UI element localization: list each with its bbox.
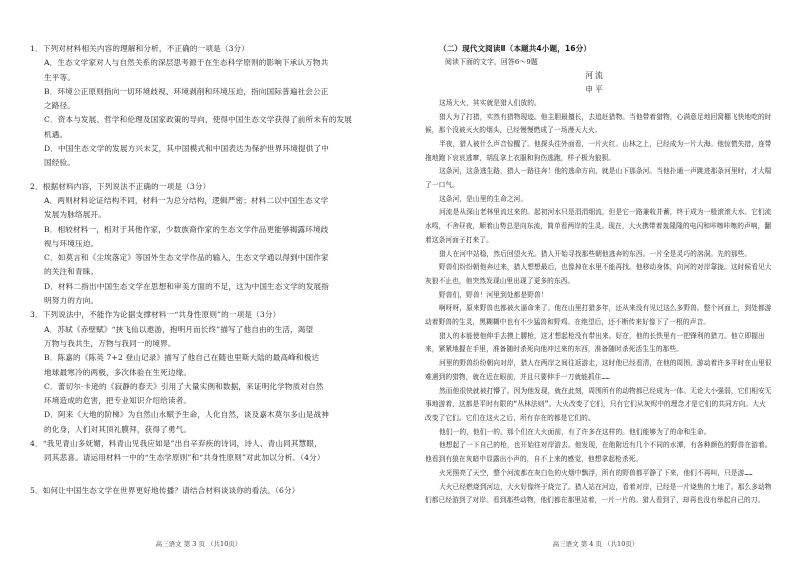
question-line: 发展为脉络展开。 xyxy=(44,210,106,220)
question-line: 环境造成的危害，把专业知识介绍给读者。 xyxy=(44,396,192,406)
question-line: 明努力的方向。 xyxy=(44,296,99,306)
question-line: 生平等。 xyxy=(44,72,75,82)
article-paragraph: 这场大火，其实就是猎人们放的。 xyxy=(439,98,541,107)
article-paragraph: 这条河，这条逃生路，猎人一路往奔！他的逃命方向，就是山下那条河。当他扑通一声跳进那条河里时，才大喘了一口气。 xyxy=(425,167,772,190)
article-paragraph: 他们一的，他们一的。那个们在大火面前，有了许多在这样的。他们能够为了的命和生命。 xyxy=(439,427,711,436)
right-reading-column xyxy=(425,42,772,508)
article-paragraph: 啊呀呀，原来野兽也都被火逼命来了。他在山里打猎多年，还从来没有见过这么多野兽。整个河面上，到处都游动着野兽的生灵，黑糊糊中也有不少猛兽和野鸡。在绝望后，还不断传来好像下了一根的声音。 xyxy=(425,304,772,327)
spacer xyxy=(30,171,380,180)
article-paragraph: 猎人的本能使他伸手去摸上腰枪，这才想起枪没有带出来。好在，他的长铁里有一把锋利的猎刀。他立即握出来，紧紧地握在手里，准备随时杀死向他冲过来的东西，准备随时杀死活生生的那些。 xyxy=(425,331,765,354)
article-paragraph: 河里的野兽纷纷朝向对岸，猎人在两岸之间往返游走，这时他已经看清，在他的周围，游动着许多平时在山里很难遇到的猎物，就在近在眼前，并且只要伸手一刀就能抓住…… xyxy=(425,359,772,381)
article-paragraph: 火光照亮了天空，整个河流都在灰白色的火烟中飘浮，所有的野兽都平静了下来，他们不再叫，只是游…… xyxy=(439,468,753,477)
article-paragraph: 野兽们纷纷朝他奔过来，猎人想想最后，也像掉在水里不能再找。他移动身体，向河的对岸靠拢。这时候看见大灰狼不止也，他突然发现山里出现了更多的东西。 xyxy=(425,263,772,285)
spacer xyxy=(30,475,380,484)
article-paragraph: 猎人在河中站稳，然后回望火光。猎人开始寻找那些朝他逃奔的东西。一片全是灵巧的溶洞。先的那些。 xyxy=(439,249,752,258)
spacer xyxy=(30,466,380,475)
question-line: 之路径。 xyxy=(44,101,75,111)
question-line: B．环境公正原则指向一切环境歧视、环境剥削和环境压迫，指向国际普遍社会公正 xyxy=(44,86,329,96)
question-line: A．两则材料论证结构不同，材料一为总分结构，逻辑严密；材料二以中国生态文学 xyxy=(44,195,329,205)
question-line: B．陈嘉的《陈英 7+2 登山记录》描写了他自己在随也里斯大陆的最高峰和极达 xyxy=(44,353,320,363)
question-line: 万物与我共生，万物与我同一的境界。 xyxy=(44,338,176,348)
question-line: 国经验。 xyxy=(44,158,75,168)
question-line: 2．根据材料内容，下列说法不正确的一项是（3分） xyxy=(30,181,211,191)
question-line: 视与环境压迫。 xyxy=(44,238,99,248)
question-line: 地球最寒冷的两极，多次体验在生死边缘。 xyxy=(44,367,192,377)
article-title: 河流 xyxy=(585,71,605,81)
question-line: D．中国生态文学的发展方兴未艾，其中国模式和中国表达为保护世界环境提供了中 xyxy=(44,144,330,154)
left-page-footer: 高三语文 第 3 页 （共10页） xyxy=(155,540,242,548)
question-line: C．如莫言和《尘埃落定》等国外生态文学作品的输入，生态文学通以得到中国作家 xyxy=(44,253,329,263)
question-line: A．生态文学家对人与自然关系的深层思考源于在生态科学原则的影响下承认万物共 xyxy=(44,58,329,68)
question-line: D．阿来《大地的阶梯》为自然山水赋予生命，人化自然，谈及嘉木莫尔多山是战神 xyxy=(44,410,330,420)
question-line: 1．下列对材料相关内容的理解和分析，不正确的一项是（3分） xyxy=(30,44,250,53)
article-paragraph: 他想起了一下自己的枪，也开始往对岸游去。他发现，在他附近有几个不同的水潭，有各种颜色的野兽在游着。他看到有狼在灰暗中显露出小声的，自不上来的感觉，他想拿起枪杀死。 xyxy=(425,441,772,464)
article-body xyxy=(425,97,772,508)
question-line: 同其悲喜。请运用材料一中的“生态学原则”和“共身性原则”对此加以分析。（4分） xyxy=(44,453,325,463)
article-author: 申平 xyxy=(585,85,605,95)
article-paragraph: 这条河，是山里的生命之河。 xyxy=(439,194,528,203)
question-line: A．苏轼《赤壁赋》“挟飞仙以遨游，抱明月而长终”描写了他自由的生活，渴望 xyxy=(44,324,314,334)
question-line: 3．下列说法中，不能作为论据支撑材料一“共身性原则”的一项是（3分） xyxy=(30,310,281,320)
article-paragraph: 野兽们，野兽！河里到处都是野兽！ xyxy=(439,290,548,299)
question-line: D．材料二指出中国生态文学在思想和审美方面的不足，这为中国生态文学的发展指 xyxy=(44,281,330,291)
article-paragraph: 河流是从深山老林里流过来的。起初河水只是涓涓细流，但是它一路兼收并蓄，终于成为一般滚滚大水。它们流水鸣，不舍昼夜，顺着山势总是向东流，简单看两岸的生灵。现在，大火携带着轰隆隆的电闪和咔嚓咔嚓的声响，翻着这条河面子打来了。 xyxy=(425,208,772,244)
right-page-footer: 高三语文 第 4 页 （共10页） xyxy=(552,540,639,548)
article-paragraph: 然而他很快就被打懵了。因为他发现，就在此刻，周围所有的动物都已经成为一体。无论大小强弱，它们相安无事地游着，这都是平时有限的“丛林法则”。大火改变了它们，只有它们从灰烬中的理念才是它们的共同方向。大火改变了它们。它们在这火之后，所有存在的都是它们的。 xyxy=(425,386,772,422)
right-page xyxy=(397,0,794,561)
article-paragraph: 猎人为了打猎，实然有猎物现迹。他主胆最擅长，去追赶猎物。当他带着猎物，心满意足地回窝棚飞快地吃的时候，那个没被灭火的烟头，已经慢慢燃成了一场漫天大火。 xyxy=(425,112,772,135)
article-paragraph: 大火已经燃烧到河边，大火好像终于烧完了。猎人站在河边，看着对岸，已经是一片烧焦的土地了。那么多动物们都已经游到了对岸。看到那些动物，他们都在那里站着，一片一片的。猎人看到了，却再也没有举起自己的刀。 xyxy=(425,482,772,505)
question-line: 5．如何让中国生态文学在世界更好地传播？请结合材料谈谈你的看法。（6分） xyxy=(30,485,300,495)
section-title: （二）现代文阅读Ⅱ（本题共4小题，16分） xyxy=(439,44,592,53)
question-line: B．相较材料一，相对于其他作家，少数族裔作家的生态文学作品更能够揭露环境歧 xyxy=(44,224,329,234)
article-paragraph: 半夜，猎人被什么声音惊醒了。他探头往外面看，一片火红。山林之上，已经成为一片大海。他惊慌失措，连带拖地跑下哀哀逃窜，胡乱拿上衣服和狗伤逃跑，样子极为狼狈。 xyxy=(425,139,772,162)
question-line: 的化身，人们对其顶礼膜拜，获得了勇气。 xyxy=(44,424,192,434)
question-line: 机遇。 xyxy=(44,129,68,139)
question-line: 4．“我见青山多妩媚，料青山见我应如是”出自辛弃疾的诗词，诗人、青山同其慧眼， xyxy=(30,439,322,449)
reading-instruction: 阅读下面的文字，回答6～9题 xyxy=(445,57,538,66)
question-line: C．资本与发展、哲学和伦理及国家政策的导向，使得中国生态文学获得了前所未有的发展 xyxy=(44,115,352,125)
left-questions-column xyxy=(30,42,380,498)
question-line: C．蕾切尔·卡逊的《寂静的春天》引用了大量实例和数据，来证明化学物质对自然 xyxy=(44,381,324,391)
question-line: 的关注和青睐。 xyxy=(44,267,99,277)
